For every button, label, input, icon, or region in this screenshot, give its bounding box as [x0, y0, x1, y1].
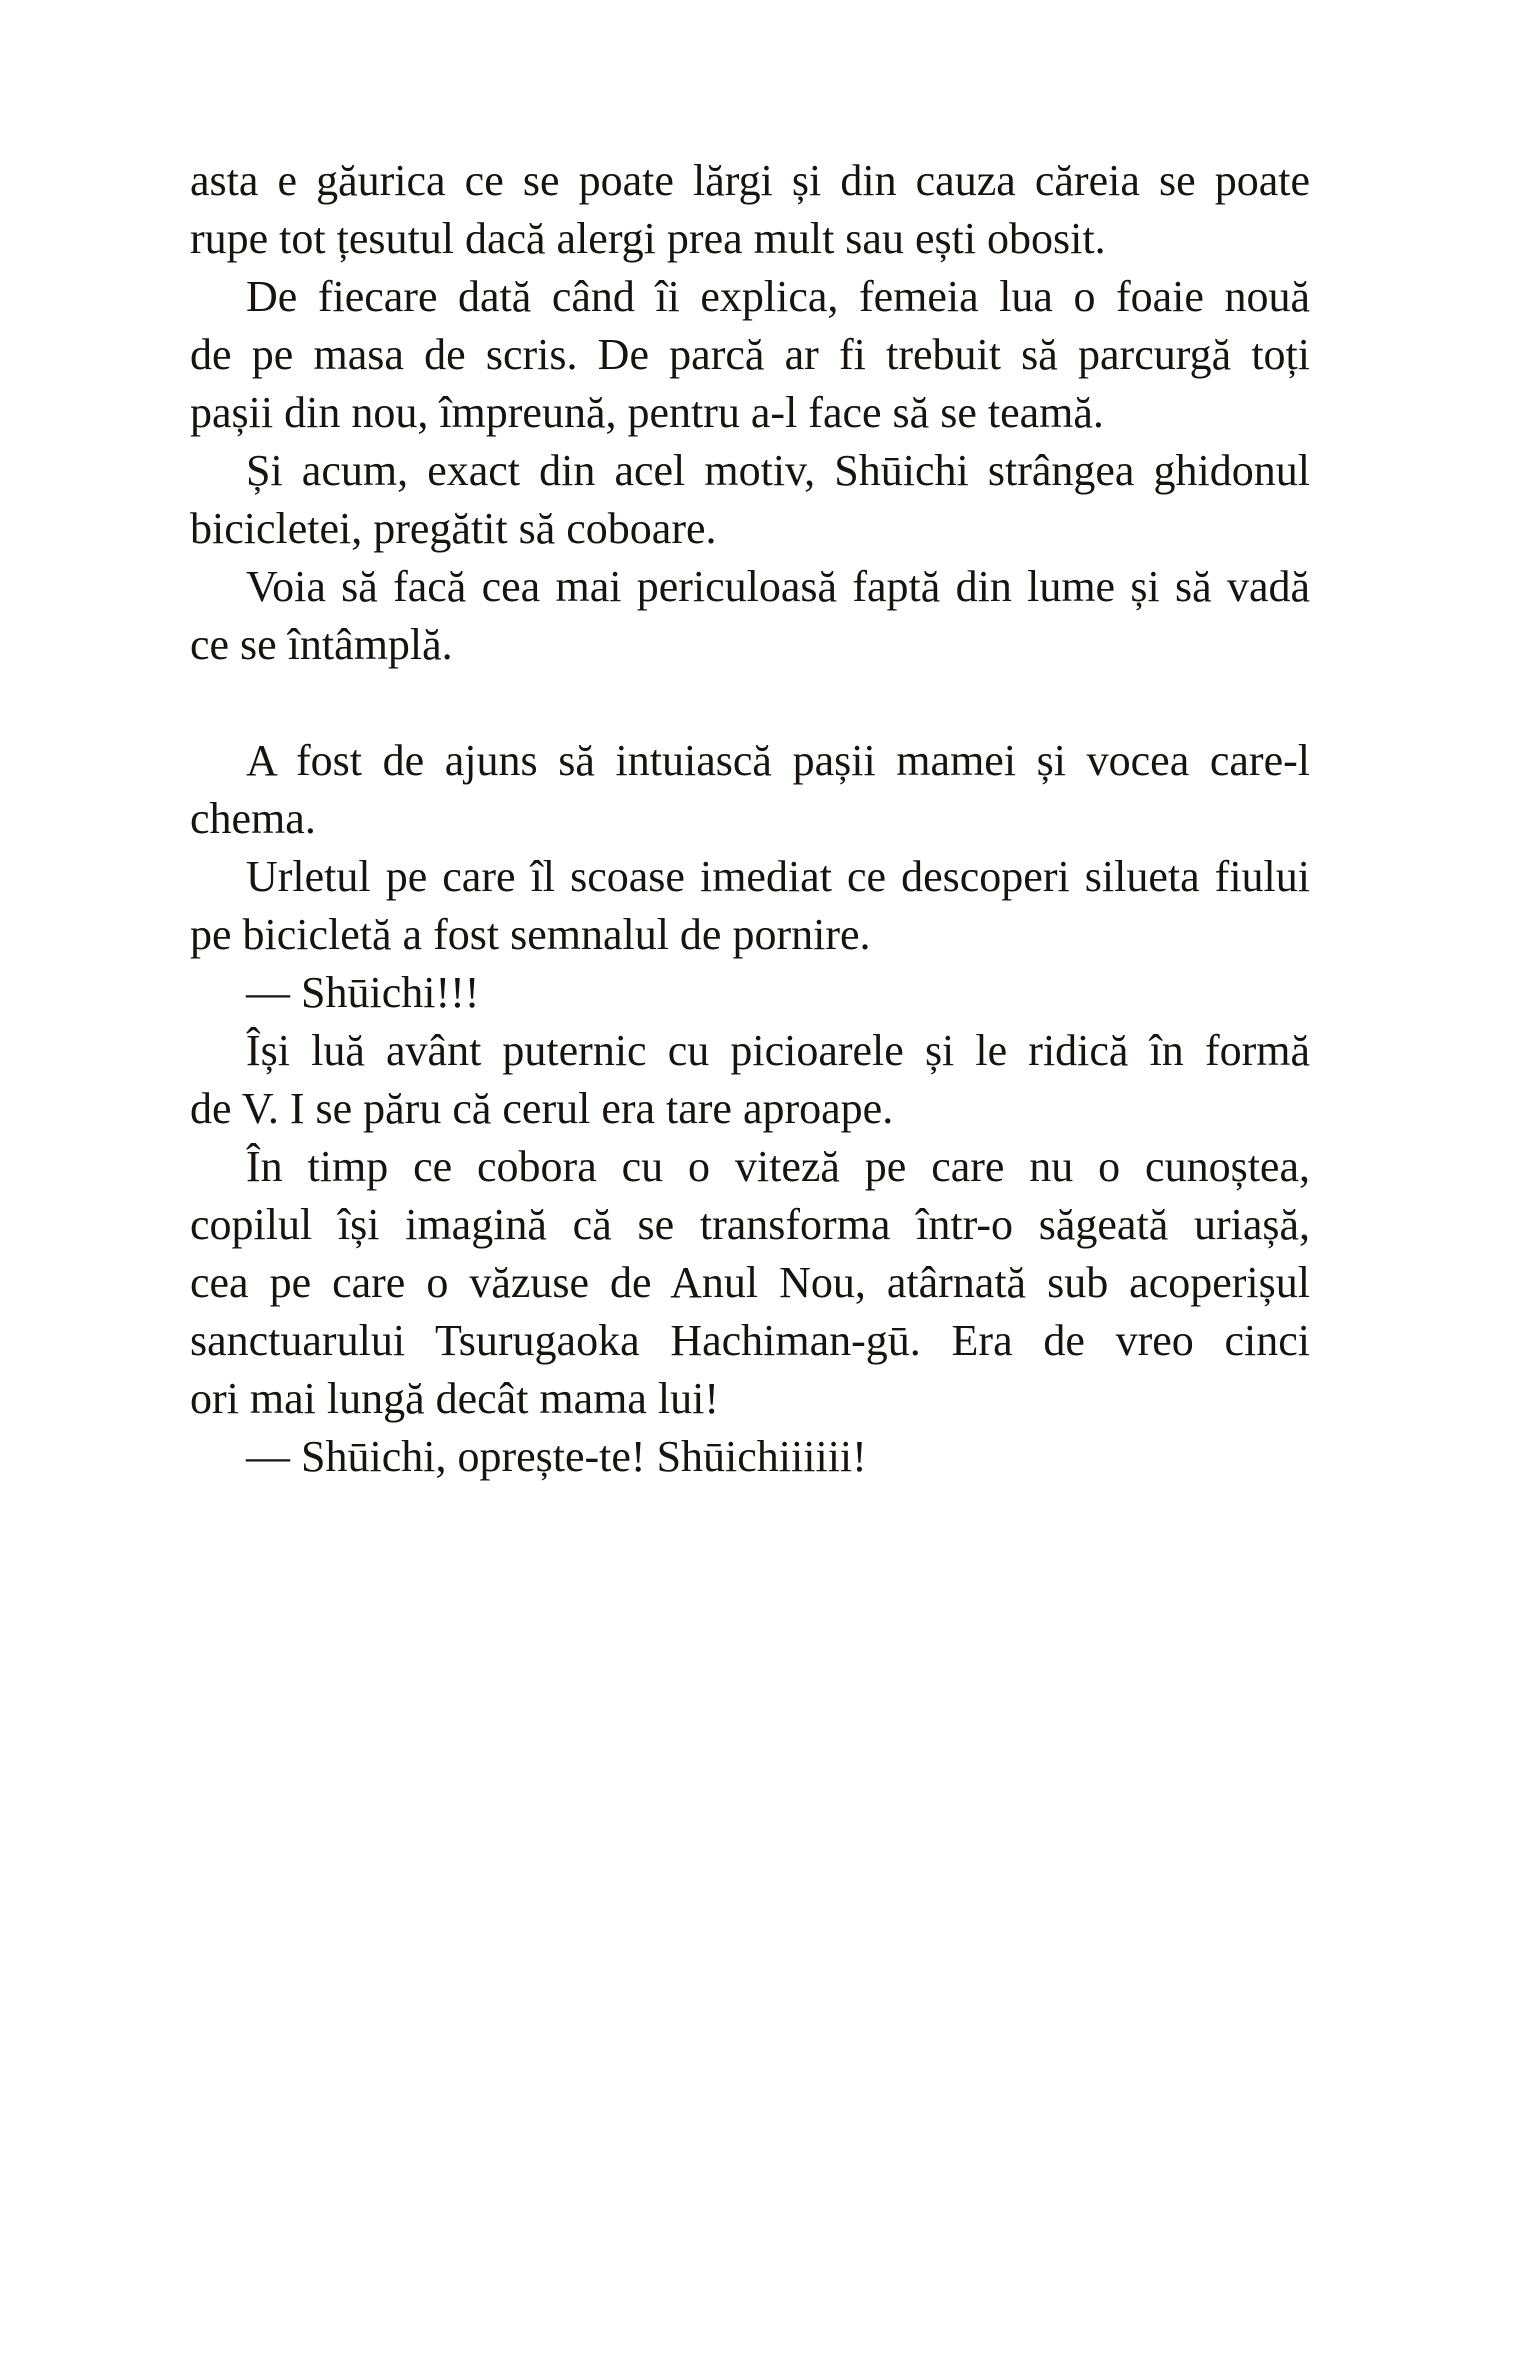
- text-line: pașii din nou, împreună, pentru a-l face să se teamă.: [190, 388, 1104, 437]
- text-line: asta e găurica ce se poate lărgi și din cauza căreia se poate: [190, 156, 1310, 205]
- text-line: bicicletei, pregătit să coboare.: [190, 504, 717, 553]
- text-line: copilul își imagină că se transforma într-o săgeată uriașă,: [190, 1200, 1310, 1249]
- paragraph: [190, 558, 1310, 674]
- text-line: chema.: [190, 794, 316, 843]
- text-line: de pe masa de scris. De parcă ar fi trebuit să parcurgă toți: [190, 330, 1310, 379]
- paragraph: [190, 1138, 1310, 1428]
- text-line: Își luă avânt puternic cu picioarele și le ridică în formă: [246, 1026, 1310, 1075]
- paragraph: [190, 442, 1310, 558]
- paragraph: [190, 964, 1310, 1022]
- paragraph: [190, 848, 1310, 964]
- text-line: ori mai lungă decât mama lui!: [190, 1374, 720, 1423]
- text-line: A fost de ajuns să intuiască pașii mamei și vocea care-l: [246, 736, 1310, 785]
- text-block: [190, 152, 1310, 1486]
- text-line: sanctuarului Tsurugaoka Hachiman-gū. Era de vreo cinci: [190, 1316, 1310, 1365]
- text-line: ce se întâmplă.: [190, 620, 453, 669]
- paragraph: [190, 732, 1310, 848]
- paragraph: [190, 268, 1310, 442]
- text-line: Și acum, exact din acel motiv, Shūichi strângea ghidonul: [246, 446, 1310, 495]
- text-line: Voia să facă cea mai periculoasă faptă din lume și să vadă: [246, 562, 1310, 611]
- text-line: cea pe care o văzuse de Anul Nou, atârnată sub acoperișul: [190, 1258, 1310, 1307]
- text-line: — Shūichi, oprește-te! Shūichiiiiii!: [246, 1432, 867, 1481]
- text-line: În timp ce cobora cu o viteză pe care nu o cunoștea,: [246, 1142, 1310, 1191]
- text-line: — Shūichi!!!: [246, 968, 480, 1017]
- text-line: de V. I se păru că cerul era tare aproape.: [190, 1084, 894, 1133]
- paragraph: [190, 1022, 1310, 1138]
- text-line: Urletul pe care îl scoase imediat ce descoperi silueta fiului: [246, 852, 1310, 901]
- paragraph: [190, 1428, 1310, 1486]
- paragraph-spacer: [190, 674, 1310, 732]
- text-line: pe bicicletă a fost semnalul de pornire.: [190, 910, 871, 959]
- paragraph: [190, 152, 1310, 268]
- text-line: rupe tot țesutul dacă alergi prea mult sau ești obosit.: [190, 214, 1106, 263]
- text-line: De fiecare dată când îi explica, femeia lua o foaie nouă: [246, 272, 1310, 321]
